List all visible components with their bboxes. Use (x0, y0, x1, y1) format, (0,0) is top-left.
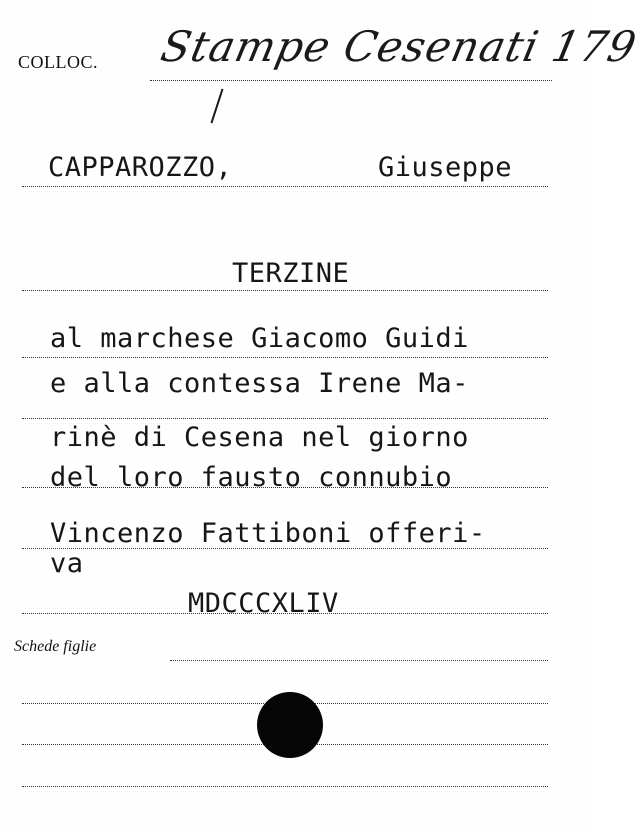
schede-dotline-1 (170, 660, 548, 661)
schede-dotline-4 (22, 786, 548, 787)
punch-hole (257, 692, 323, 758)
title-line-4: del loro fausto connubio (50, 462, 453, 493)
publication-date: MDCCCXLIV (188, 588, 339, 619)
schede-figlie-label: Schede figlie (14, 638, 97, 655)
title-main: TERZINE (232, 258, 350, 289)
title-dotline-1 (22, 357, 548, 358)
title-line-6: va (50, 548, 84, 579)
colloc-dotline (150, 80, 552, 81)
author-dotline (22, 186, 548, 187)
title-dotline-4 (22, 487, 548, 488)
author-surname: CAPPAROZZO, (48, 152, 233, 183)
title-line-2: e alla contessa Irene Ma- (50, 368, 469, 399)
author-given-name: Giuseppe (378, 152, 513, 183)
title-line-1: al marchese Giacomo Guidi (50, 323, 469, 354)
pen-stroke (210, 89, 223, 124)
title-line-3: rinè di Cesena nel giorno (50, 422, 469, 453)
title-dotline (22, 290, 548, 291)
colloc-label: COLLOC. (18, 52, 98, 72)
title-dotline-2 (22, 418, 548, 419)
title-line-5: Vincenzo Fattiboni offeri- (50, 518, 486, 549)
title-dotline-5 (22, 548, 548, 549)
colloc-value: Stampe Cesenati 179 (156, 22, 641, 71)
date-dotline (22, 613, 548, 614)
